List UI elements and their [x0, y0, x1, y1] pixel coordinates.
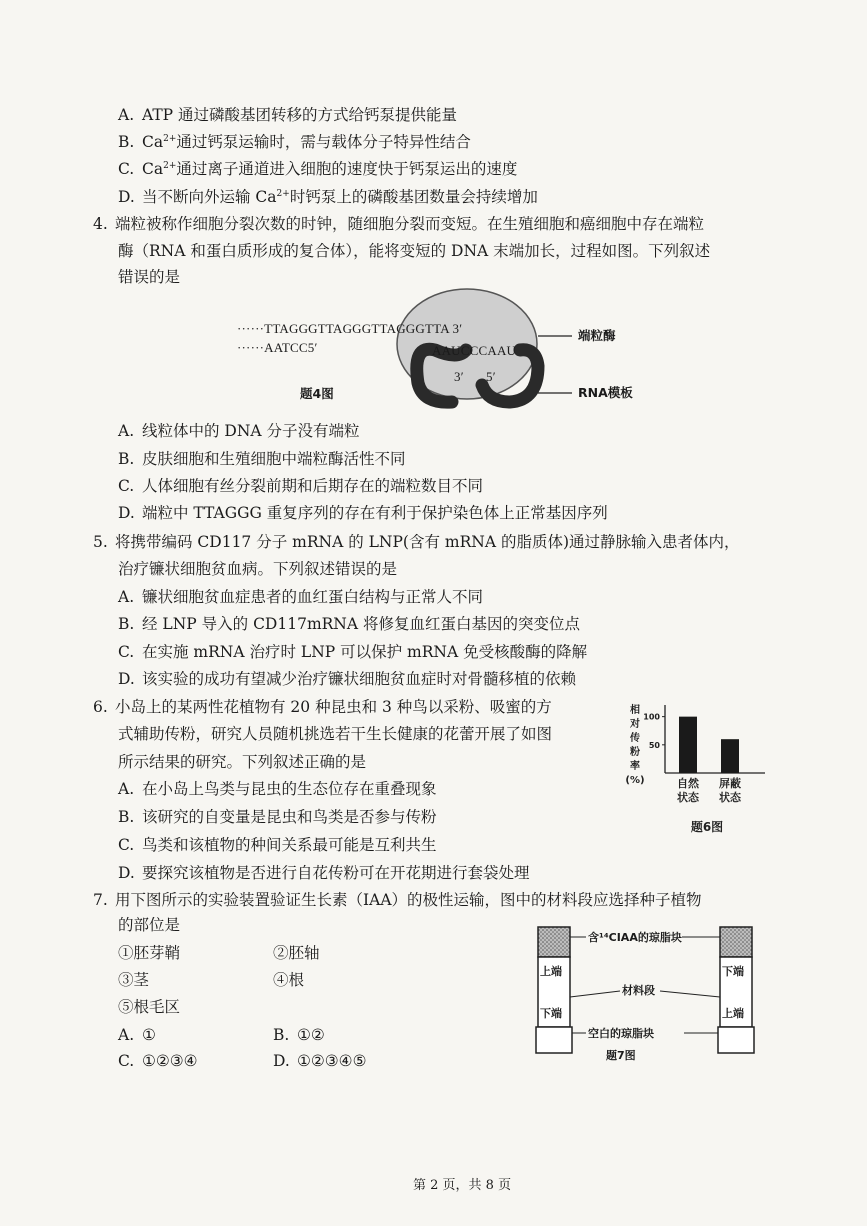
q6-option-b: B. 该研究的自变量是昆虫和鸟类是否参与传粉	[118, 808, 437, 826]
q7-option-c: C. ①②③④	[118, 1052, 198, 1070]
left-down-label: 下端	[540, 1007, 562, 1020]
y-axis-label-char: (%)	[625, 775, 645, 786]
q6-stem-line3: 所示结果的研究。下列叙述正确的是	[118, 753, 367, 771]
q7-option-d: D. ①②③④⑤	[273, 1052, 367, 1070]
right-iaa-block	[720, 927, 752, 957]
y-axis-label-char: 相	[630, 705, 640, 716]
q7-item-2: ②胚轴	[273, 944, 320, 962]
rna-template-label: RNA模板	[578, 385, 633, 400]
x-category-label: 自然	[677, 777, 699, 790]
left-blank-block	[536, 1027, 572, 1053]
q4-option-c: C. 人体细胞有丝分裂前期和后期存在的端粒数目不同	[118, 477, 484, 495]
q7-item-3: ③茎	[118, 971, 150, 989]
rna-5-end: 5′	[486, 369, 496, 384]
q6-option-d: D. 要探究该植物是否进行自花传粉可在开花期进行套袋处理	[118, 864, 530, 882]
q6-option-c: C. 鸟类和该植物的种间关系最可能是互利共生	[118, 836, 437, 854]
q4-option-a: A. 线粒体中的 DNA 分子没有端粒	[118, 422, 360, 440]
q7-stem-line1: 7. 用下图所示的实验装置验证生长素（IAA）的极性运输，图中的材料段应选择种子植物	[93, 891, 702, 909]
q6-stem-line1: 6. 小岛上的某两性花植物有 20 种昆虫和 3 种鸟以采粉、吸蜜的方	[93, 698, 552, 716]
q5-option-a: A. 镰状细胞贫血症患者的血红蛋白结构与正常人不同	[118, 588, 484, 606]
dna-strand-top: ······TTAGGGTTAGGGTTAGGGTTA 3′	[237, 321, 463, 336]
y-axis-label-char: 粉	[630, 747, 640, 758]
q3-option-d: D. 当不断向外运输 $Ca^{2+}$时钙泵上的磷酸基团数量会持续增加	[118, 188, 538, 206]
q7-item-1: ①胚芽鞘	[118, 944, 181, 962]
q7-option-b: B. ①②	[273, 1026, 325, 1044]
y-axis-label-char: 率	[630, 761, 640, 772]
y-tick-label: 50	[648, 740, 660, 750]
q5-stem-line1: 5. 将携带编码 CD117 分子 mRNA 的 LNP(含有 mRNA 的脂质体)通过静脉输入患者体内，	[93, 533, 740, 551]
bar-2	[721, 739, 739, 773]
right-up-label: 上端	[722, 1007, 744, 1020]
pollination-chart	[625, 695, 775, 845]
left-iaa-block	[538, 927, 570, 957]
rna-3-end: 3′	[454, 369, 464, 384]
q6-option-a: A. 在小岛上鸟类与昆虫的生态位存在重叠现象	[118, 780, 437, 798]
q3-option-a: A. ATP 通过磷酸基团转移的方式给钙泵提供能量	[118, 106, 458, 124]
y-axis-label-char: 传	[630, 733, 640, 744]
x-category-label: 状态	[719, 791, 741, 804]
material-segment-label: 材料段	[622, 984, 655, 997]
figure6-caption: 题6图	[690, 820, 724, 834]
x-category-label: 屏蔽	[719, 777, 741, 790]
q5-option-c: C. 在实施 mRNA 治疗时 LNP 可以保护 mRNA 免受核酸酶的降解	[118, 643, 588, 661]
q5-stem-line2: 治疗镰状细胞贫血病。下列叙述错误的是	[118, 560, 398, 578]
dna-strand-bottom: ······AATCC5′	[237, 340, 318, 355]
right-blank-block	[718, 1027, 754, 1053]
q4-stem-line2: 酶（RNA 和蛋白质形成的复合体），能将变短的 DNA 末端加长，过程如图。下列叙述	[118, 242, 711, 260]
rna-sequence: AAUCCCAAU	[432, 343, 517, 358]
q6-stem-line2: 式辅助传粉，研究人员随机挑选若干生长健康的花蕾开展了如图	[118, 725, 553, 743]
left-up-label: 上端	[540, 965, 562, 978]
q4-option-b: B. 皮肤细胞和生殖细胞中端粒酶活性不同	[118, 450, 406, 468]
q4-stem-line1: 4. 端粒被称作细胞分裂次数的时钟，随细胞分裂而变短。在生殖细胞和癌细胞中存在端粒	[93, 215, 705, 233]
q7-option-a: A. ①	[118, 1026, 156, 1044]
q7-item-4: ④根	[273, 971, 305, 989]
q3-option-c: C. $Ca^{2+}$通过离子通道进入细胞的速度快于钙泵运出的速度	[118, 160, 518, 178]
bar-1	[679, 717, 697, 773]
blank-block-label: 空白的琼脂块	[588, 1027, 654, 1040]
q5-option-b: B. 经 LNP 导入的 CD117mRNA 将修复血红蛋白基因的突变位点	[118, 615, 580, 633]
right-down-label: 下端	[722, 965, 744, 978]
q4-stem-line3: 错误的是	[118, 268, 181, 286]
q3-option-b: B. $Ca^{2+}$通过钙泵运输时，需与载体分子特异性结合	[118, 133, 471, 151]
y-tick-label: 100	[643, 712, 660, 722]
q5-option-d: D. 该实验的成功有望减少治疗镰状细胞贫血症时对骨髓移植的依赖	[118, 670, 577, 688]
iaa-block-label: 含¹⁴CIAA的琼脂块	[588, 931, 682, 944]
y-axis-label-char: 对	[630, 719, 640, 730]
q7-stem-line2: 的部位是	[118, 916, 181, 934]
figure4-caption: 题4图	[300, 386, 334, 401]
telomerase-label: 端粒酶	[578, 328, 616, 343]
figure7-caption: 题7图	[606, 1049, 636, 1062]
q4-option-d: D. 端粒中 TTAGGG 重复序列的存在有利于保护染色体上正常基因序列	[118, 504, 608, 522]
q7-item-5: ⑤根毛区	[118, 998, 181, 1016]
x-category-label: 状态	[677, 791, 699, 804]
page-footer: 第 2 页，共 8 页	[413, 1178, 512, 1193]
